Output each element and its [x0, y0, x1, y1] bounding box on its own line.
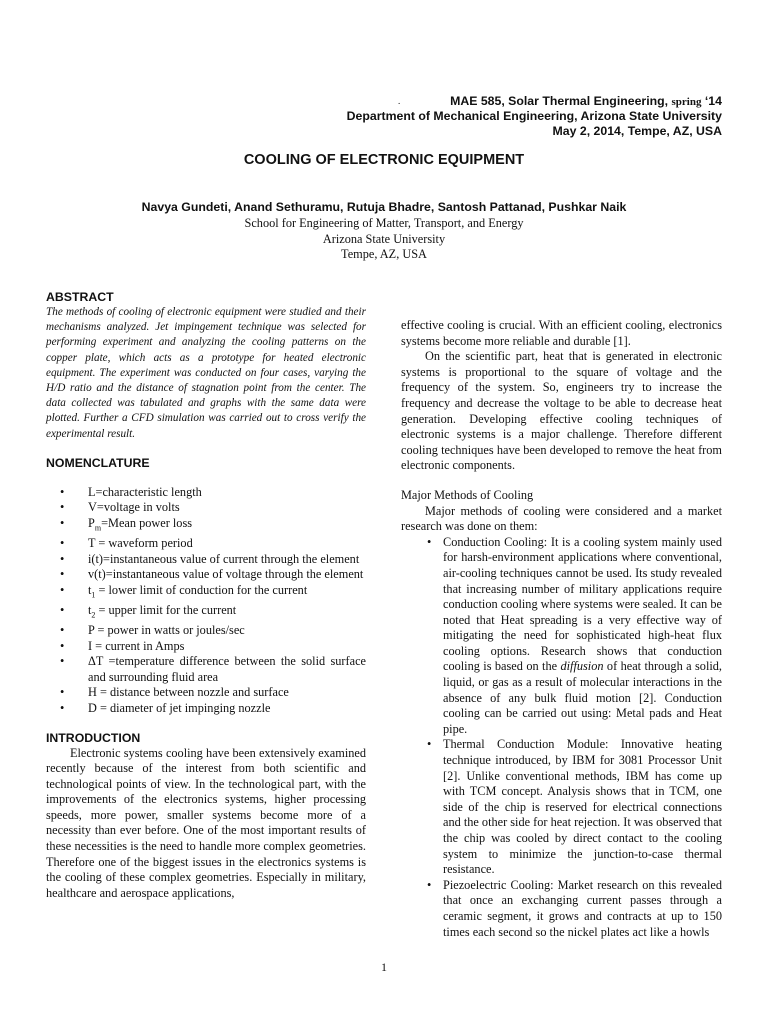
nomenclature-item	[46, 516, 366, 536]
nomenclature-item	[46, 536, 366, 552]
date-line: May 2, 2014, Tempe, AZ, USA	[552, 124, 722, 138]
continued-paragraph: effective cooling is crucial. With an efficient cooling, electronics systems become more reliable and durable [1].	[401, 318, 722, 348]
course-term: spring	[671, 96, 702, 108]
nomenclature-item	[46, 552, 366, 568]
nomenclature-definition: =temperature difference between the solid surface and surrounding fluid area	[88, 654, 366, 684]
bullet-icon: •	[60, 582, 65, 597]
method-text-cont: of heat through a solid, liquid, or gas as a result of molecular interactions in the absence of any bulk fluid motion [2]. Conduction cooling can be carried out using: Metal pads and Heat pipe.	[443, 659, 722, 736]
affiliation-location: Tempe, AZ, USA	[341, 247, 427, 261]
course-name: MAE 585, Solar Thermal Engineering,	[450, 94, 669, 108]
nomenclature-item	[46, 500, 366, 516]
nomenclature-item	[46, 639, 366, 655]
bullet-icon: •	[60, 622, 65, 637]
bullet-icon: •	[60, 602, 65, 617]
methods-list	[401, 535, 722, 940]
nomenclature-symbol: P	[88, 516, 95, 531]
nomenclature-item	[46, 583, 366, 603]
introduction-text: Electronic systems cooling have been extensively examined recently because of the interest from both scientific and technological points of view. In the technological part, with the improvements of the electronics systems, higher processing speeds, more power, smaller systems become more of a necessity than ever before. One of the most important results of these necessities is the need to handle more complex geometries. Therefore one of the biggest issues in the electronics systems is the cooling of these complex geometries. Especially in military, healthcare and aerospace applications,	[46, 745, 366, 900]
nomenclature-symbol: ΔT	[88, 654, 104, 669]
nomenclature-subscript: 2	[91, 610, 96, 620]
bullet-icon: •	[60, 484, 65, 499]
nomenclature-list	[46, 485, 366, 717]
right-column	[401, 318, 722, 940]
bullet-icon: •	[60, 551, 65, 566]
nomenclature-symbol: I	[88, 638, 93, 653]
bullet-icon: •	[427, 534, 432, 549]
nomenclature-item	[46, 603, 366, 623]
nomenclature-subscript: 1	[91, 590, 96, 600]
nomenclature-symbol: D	[88, 700, 97, 715]
nomenclature-definition: = upper limit for the current	[95, 602, 237, 617]
nomenclature-symbol: t	[88, 582, 92, 597]
nomenclature-heading: NOMENCLATURE	[46, 455, 150, 470]
nomenclature-symbol: v(t)	[88, 567, 106, 582]
method-item	[401, 878, 722, 940]
introduction-heading: INTRODUCTION	[46, 730, 141, 745]
bullet-icon: •	[427, 877, 432, 892]
course-line	[450, 94, 722, 108]
nomenclature-definition: =instantaneous value of voltage through the element	[105, 567, 364, 582]
nomenclature-definition: = current in Amps	[92, 638, 185, 653]
nomenclature-symbol: i(t)	[88, 551, 104, 566]
nomenclature-definition: = distance between nozzle and surface	[96, 685, 289, 700]
nomenclature-definition: =voltage in volts	[96, 500, 180, 515]
course-year: ‘14	[704, 94, 722, 108]
method-text: Piezoelectric Cooling: Market research on this revealed that once an exchanging current passes through a ceramic segment, it grows and contracts at up to 150 times each second so the nickel plates act like a howls	[443, 877, 722, 939]
affiliation-school: School for Engineering of Matter, Transport, and Energy	[244, 216, 524, 230]
bullet-icon: •	[60, 516, 65, 531]
nomenclature-symbol: t	[88, 602, 92, 617]
bullet-icon: •	[60, 654, 65, 669]
nomenclature-item	[46, 701, 366, 717]
paper-title: COOLING OF ELECTRONIC EQUIPMENT	[243, 152, 525, 168]
nomenclature-definition: =characteristic length	[95, 484, 202, 499]
methods-heading: Major Methods of Cooling	[401, 487, 534, 502]
nomenclature-item	[46, 485, 366, 501]
nomenclature-symbol: T	[88, 536, 96, 551]
nomenclature-definition: = power in watts or joules/sec	[94, 622, 245, 637]
bullet-icon: •	[60, 700, 65, 715]
method-item	[401, 535, 722, 738]
abstract-text: The methods of cooling of electronic equipment were studied and their mechanisms analyzed. Jet impingement technique was selected for performing experiment and analyzing the cooling patterns on the copper plate, which acts as a prototype for heated electronic equipment. The experiment was conducted on four cases, varying the H/D ratio and the distance of stagnation point from the center. The data collected was tabulated and graphs with the same data were plotted. Further a CFD simulation was carried out to cross verify the experimental result.	[46, 306, 366, 440]
nomenclature-symbol: P	[88, 622, 95, 637]
scientific-paragraph: On the scientific part, heat that is generated in electronic systems is proportional to the square of voltage and the frequency of the system. So, engineers try to increase the frequency and decrease the voltage to be able to decrease heat generation. Developing effective cooling techniques of electronic systems is a major challenge. Therefore different cooling techniques have been developed to remove the heat from electronic components.	[401, 349, 722, 473]
page-number: 1	[381, 960, 387, 974]
method-text: Thermal Conduction Module: Innovative heating technique introduced, by IBM for 3081 Processor Unit [2]. Unlike conventional methods, IBM has come up with TCM concept. Analysis shows that in TCM, one side of the chip is reserved for electrical connections and the other side for heat rejection. It was observed that the chip was cooled by direct contact to the cooling system to minimize the junction-to-case thermal resistance.	[443, 737, 722, 877]
affiliation-university: Arizona State University	[322, 232, 446, 246]
nomenclature-symbol: L	[88, 484, 96, 499]
bullet-icon: •	[427, 737, 432, 752]
bullet-icon: •	[60, 536, 65, 551]
nomenclature-item	[46, 567, 366, 583]
nomenclature-item	[46, 623, 366, 639]
method-emphasis: diffusion	[560, 659, 604, 674]
nomenclature-symbol: H	[88, 685, 97, 700]
bullet-icon: •	[60, 567, 65, 582]
methods-intro: Major methods of cooling were considered and a market research was done on them:	[401, 503, 722, 534]
method-text: Conduction Cooling: It is a cooling system mainly used for harsh-environment applications where conventional, air-cooling techniques cannot be used. Its study revealed that increasing number of military applications require conduction cooling where systems were sealed. It can be noted that Heat spreading is a very effective way of mitigating the need for sophisticated high-heat flux cooling options. Research shows that conduction cooling is based on the	[443, 534, 722, 674]
nomenclature-item	[46, 654, 366, 685]
nomenclature-definition: =instantaneous value of current through the element	[103, 551, 360, 566]
department-line: Department of Mechanical Engineering, Arizona State University	[346, 109, 722, 123]
bullet-icon: •	[60, 638, 65, 653]
header-dot: .	[398, 96, 401, 106]
nomenclature-definition: =Mean power loss	[101, 516, 193, 531]
bullet-icon: •	[60, 500, 65, 515]
author-list: Navya Gundeti, Anand Sethuramu, Rutuja Bhadre, Santosh Pattanad, Pushkar Naik	[141, 200, 627, 214]
bullet-icon: •	[60, 685, 65, 700]
nomenclature-definition: = lower limit of conduction for the current	[95, 582, 308, 597]
nomenclature-subscript: m	[94, 523, 102, 533]
nomenclature-definition: = diameter of jet impinging nozzle	[96, 700, 271, 715]
left-column	[46, 290, 366, 901]
abstract-heading: ABSTRACT	[46, 290, 114, 304]
nomenclature-item	[46, 685, 366, 701]
nomenclature-definition: = waveform period	[95, 536, 193, 551]
nomenclature-symbol: V	[88, 500, 97, 515]
method-item	[401, 737, 722, 877]
